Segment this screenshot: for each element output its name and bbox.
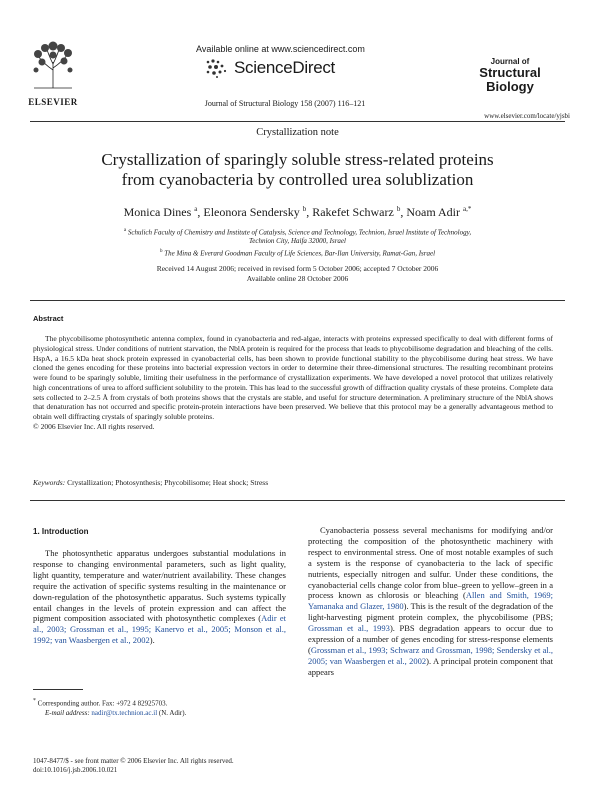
title-line-1: Crystallization of sparingly soluble stress-related proteins xyxy=(101,150,494,169)
journal-logo xyxy=(470,57,550,94)
affiliation-a-marker: a xyxy=(123,228,127,233)
footnote-email-link[interactable]: nadir@tx.technion.ac.il xyxy=(91,708,158,717)
footnote-email-suffix: (N. Adir). xyxy=(158,708,187,717)
keywords-label: Keywords: xyxy=(33,478,66,487)
author-name: Noam Adir xyxy=(406,205,461,219)
copyright-line: © 2006 Elsevier Inc. All rights reserved. xyxy=(33,421,155,431)
abstract-top-divider xyxy=(30,300,565,301)
footnote-email-label: E-mail address: xyxy=(45,708,90,717)
author-separator: , xyxy=(306,205,313,219)
affiliation-b xyxy=(60,247,535,258)
available-date: Available online 28 October 2006 xyxy=(246,274,349,283)
journal-logo-small: Journal of xyxy=(490,57,530,66)
author-affiliation-marker: a xyxy=(194,205,198,213)
author-separator: , xyxy=(400,205,407,219)
author-name: Monica Dines xyxy=(123,205,192,219)
intro-right-text-1: Cyanobacteria possess several mechanisms for modifying and/or protecting the composition of the photosynthetic machinery with respect to environmental stress. One of most notable examples of such a system is the response of cyanobacteria to the lack of specific nutrients, especially nitrogen and sulfur. Under these conditions, the cyanobacterial cells change color from blue–green to yellow–green in a process known as chlorosis or bleaching ( xyxy=(308,525,553,601)
author-separator: , xyxy=(197,205,204,219)
author-name: Eleonora Sendersky xyxy=(203,205,300,219)
intro-paragraph-1 xyxy=(33,548,286,646)
citation-link[interactable]: Grossman et al., 1993 xyxy=(308,623,390,634)
journal-citation: Journal of Structural Biology 158 (2007) 116–121 xyxy=(204,99,366,108)
section-heading-introduction: 1. Introduction xyxy=(33,527,89,536)
footnote-divider xyxy=(33,689,83,690)
doi-line[interactable]: doi:10.1016/j.jsb.2006.10.021 xyxy=(33,766,118,774)
intro-left-text-2: ). xyxy=(149,635,155,646)
elsevier-tree-icon xyxy=(30,40,76,90)
citation-link[interactable]: Grossman et al., 1993; Schwarz and Grossman, 1998; Sendersky et al., 2005; van Waasbergen et al., 2002 xyxy=(308,644,553,666)
journal-logo-line2: Biology xyxy=(486,79,534,94)
front-matter-line: 1047-8477/$ - see front matter © 2006 Elsevier Inc. All rights reserved. xyxy=(33,757,234,765)
footnote-marker: * xyxy=(33,698,36,704)
journal-logo-line1: Structural xyxy=(479,65,541,80)
affiliation-a-line2: Technion City, Haifa 32000, Israel xyxy=(249,237,346,246)
intro-left-column xyxy=(33,548,286,646)
intro-right-text-3: ). PBS degradation appears to occur due to expression of a number of genes encoding for stress-response elements ( xyxy=(308,623,553,655)
author-affiliation-marker: b xyxy=(302,205,307,213)
front-matter xyxy=(33,757,293,775)
header-divider xyxy=(30,121,565,122)
elsevier-logo xyxy=(28,40,78,107)
abstract-text: The phycobilisome photosynthetic antenna complex, found in cyanobacteria and red-algae, interacts with proteins expressed specifically to deal with different forms of physiological stress. Under conditions of nutrient starvation, the NblA protein is required for the process that leads to phycobilisome degradation and bleaching of the cells. HspA, a 16.5 kDa heat shock protein expressed in cyanobacterial cells, has been shown to provide functional stability to the phycobilisome during heat stress. We have cloned the genes encoding for these proteins into bacterial expression vectors in order to determine their three-dimensional structures. The resulting recombinant proteins were found to be sparingly soluble, limiting their usefulness in the performance of crystallization experiments. We have developed a novel protocol that utilizes relatively high concentrations of urea to afford sufficient solubility to the protein. This has lead to the successful growth of diffraction quality crystals of these proteins. Complete data sets collected to 2–2.5 Å from crystals of both proteins shows that the crystals are stable, and useful for structure determination. A preliminary structure of the NblA shows that denaturation has not occurred and specific protein-protein interactions have been preserved. We believe that this protocol may be a generally advantageous method to obtain well diffracting crystals of sparingly soluble proteins. xyxy=(33,334,553,421)
author-list xyxy=(40,205,555,220)
abstract-bottom-divider xyxy=(30,500,565,501)
citation-link[interactable]: Allen and Smith, 1969; Yamanaka and Glazer, 1980 xyxy=(308,590,553,612)
abstract-body xyxy=(33,334,553,432)
title-line-2: from cyanobacteria by controlled urea solublization xyxy=(121,170,474,189)
article-dates xyxy=(60,264,535,284)
intro-paragraph-2 xyxy=(308,525,553,678)
intro-right-text-4: ). A principal protein component that appears xyxy=(308,655,553,677)
article-title xyxy=(40,150,555,190)
section-label: Crystallization note xyxy=(256,127,339,138)
sciencedirect-dots-icon xyxy=(204,58,230,78)
footnote-corresponding: Corresponding author. Fax: +972 4 82925703. xyxy=(37,699,168,708)
keywords-list: Crystallization; Photosynthesis; Phycobilisome; Heat shock; Stress xyxy=(67,478,269,487)
intro-right-text-2: ). This is the result of the degradation of the light-harvesting pigment protein complex, the phycobilisome (PBS; xyxy=(308,601,553,623)
author-affiliation-marker: a,* xyxy=(463,205,472,213)
affiliation-b-text: The Mina & Everard Goodman Faculty of Life Sciences, Bar-Ilan University, Ramat-Gan, Israel xyxy=(164,249,436,258)
publisher-wordmark: ELSEVIER xyxy=(28,97,78,107)
intro-left-text-1: The photosynthetic apparatus undergoes substantial modulations in response to changing environmental parameters, such as light quality, light quantity, temperature and water/nutrient availability. These changes require the activation of specific systems resulting in the maintenance or down-regulation of the photosynthetic apparatus. Such systems typically entail changes in the levels of protein expression and can affect the pigment composition associated with photosynthetic complexes ( xyxy=(33,548,286,624)
affiliation-b-marker: b xyxy=(159,249,163,254)
sciencedirect-name: ScienceDirect xyxy=(234,58,335,77)
affiliation-a-text: Schulich Faculty of Chemistry and Institute of Catalysis, Science and Technology, Technion, Israel Institute of Technology, xyxy=(127,228,472,237)
sciencedirect-block xyxy=(190,44,410,78)
received-dates: Received 14 August 2006; received in revised form 5 October 2006; accepted 7 October 2006 xyxy=(156,264,439,273)
author-affiliation-marker: b xyxy=(396,205,401,213)
keywords xyxy=(33,478,553,487)
intro-right-column xyxy=(308,525,553,678)
affiliation-a xyxy=(60,226,535,246)
author-name: Rakefet Schwarz xyxy=(312,205,394,219)
journal-url[interactable]: www.elsevier.com/locate/yjsbi xyxy=(484,112,570,120)
abstract-heading: Abstract xyxy=(33,314,64,323)
citation-link[interactable]: Adir et al., 2003; Grossman et al., 1995; Kanervo et al., 2005; Monson et al., 1992; van Waasbergen et al., 2002 xyxy=(33,613,287,646)
footnote xyxy=(33,697,286,718)
available-online-text[interactable]: Available online at www.sciencedirect.com xyxy=(196,44,365,54)
